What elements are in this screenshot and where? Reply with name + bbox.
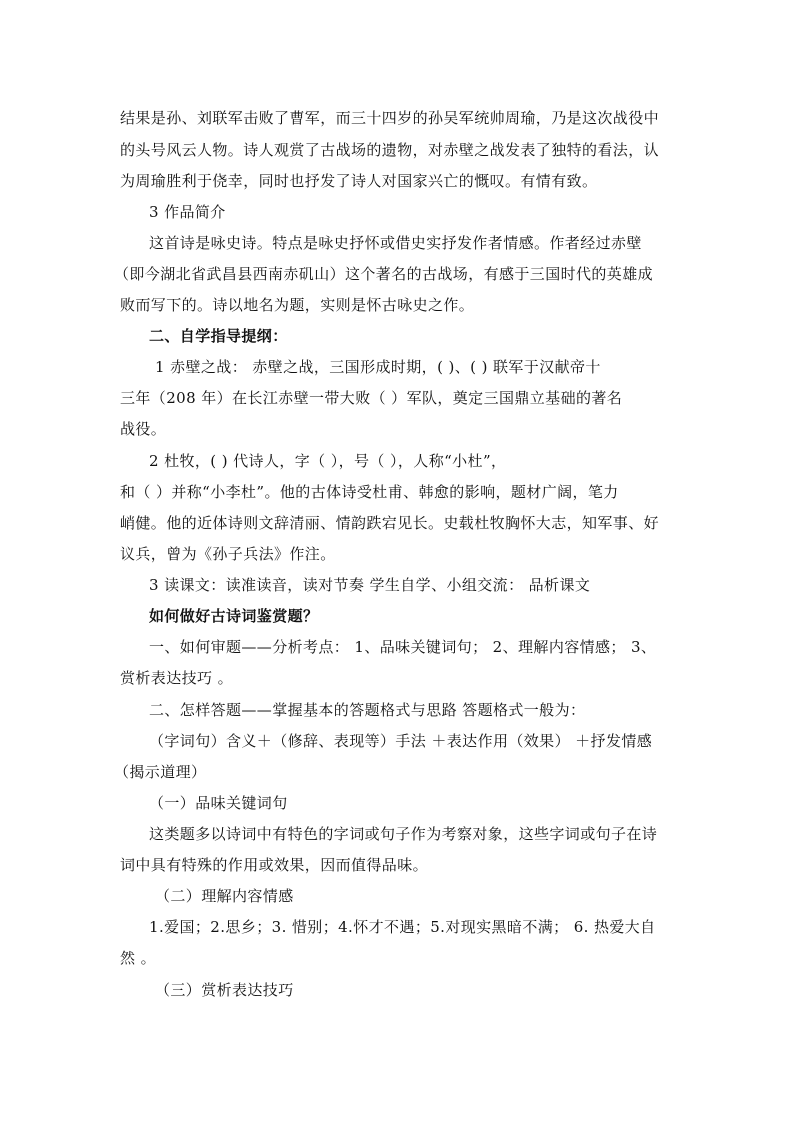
paragraph-line: 为周瑜胜利于侥幸，同时也抒发了诗人对国家兴亡的慨叹。有情有致。 bbox=[120, 172, 598, 190]
paragraph-line: 3 读课文：读准读音，读对节奏 学生自学、小组交流： 品析课文 bbox=[149, 576, 591, 594]
paragraph-line: 结果是孙、刘联军击败了曹军，而三十四岁的孙吴军统帅周瑜，乃是这次战役中 bbox=[120, 109, 660, 127]
paragraph-line: （字词句）含义＋（修辞、表现等）手法 ＋表达作用（效果） ＋抒发情感 bbox=[149, 732, 653, 750]
section-heading: 3 作品简介 bbox=[149, 203, 226, 221]
sub-heading: （二）理解内容情感 bbox=[155, 887, 294, 905]
paragraph-line: 然 。 bbox=[120, 949, 156, 967]
sub-heading: （三）赏析表达技巧 bbox=[155, 981, 294, 999]
section-heading: 二、自学指导提纲： bbox=[149, 327, 288, 345]
paragraph-line: 和（ ）并称“小李杜”。他的古体诗受杜甫、韩愈的影响，题材广阔，笔力 bbox=[120, 483, 619, 501]
paragraph-line: 二、怎样答题——掌握基本的答题格式与思路 答题格式一般为： bbox=[149, 701, 586, 719]
paragraph-line: 峭健。他的近体诗则文辞清丽、情韵跌宕见长。史载杜牧胸怀大志，知军事、好 bbox=[120, 514, 660, 532]
paragraph-line: 三年（208 年）在长江赤壁一带大败（ ）军队，奠定三国鼎立基础的著名 bbox=[120, 389, 623, 407]
paragraph-line: 议兵，曾为《孙子兵法》作注。 bbox=[120, 545, 336, 563]
paragraph-line: 词中具有特殊的作用或效果，因而值得品味。 bbox=[120, 856, 429, 874]
paragraph-line: 这首诗是咏史诗。特点是咏史抒怀或借史实抒发作者情感。作者经过赤壁 bbox=[149, 234, 642, 252]
paragraph-line: 赏析表达技巧 。 bbox=[120, 669, 233, 687]
sub-heading: （一）品味关键词句 bbox=[149, 794, 288, 812]
paragraph-line: 1.爱国；2.思乡；3. 惜别；4.怀才不遇；5.对现实黑暗不满； 6. 热爱大自 bbox=[149, 918, 656, 936]
paragraph-line: 的头号风云人物。诗人观赏了古战场的遗物，对赤壁之战发表了独特的看法，认 bbox=[120, 141, 660, 159]
paragraph-line: （揭示道理） bbox=[114, 763, 207, 781]
paragraph-line: 战役。 bbox=[120, 420, 167, 438]
paragraph-line: 2 杜牧，( ) 代诗人，字（ ），号（ ），人称“小杜”， bbox=[149, 452, 507, 470]
paragraph-line: 1 赤壁之战： 赤壁之战，三国形成时期，( )、( ) 联军于汉献帝十 bbox=[155, 358, 601, 376]
paragraph-line: 这类题多以诗词中有特色的字词或句子作为考察对象，这些字词或句子在诗 bbox=[149, 825, 658, 843]
paragraph-line: （即今湖北省武昌县西南赤矶山）这个著名的古战场，有感于三国时代的英雄成 bbox=[114, 265, 654, 283]
section-heading: 如何做好古诗词鉴赏题？ bbox=[149, 607, 319, 625]
paragraph-line: 一、如何审题——分析考点： 1、品味关键词句； 2、理解内容情感； 3、 bbox=[149, 638, 657, 656]
paragraph-line: 败而写下的。诗以地名为题，实则是怀古咏史之作。 bbox=[120, 296, 475, 314]
